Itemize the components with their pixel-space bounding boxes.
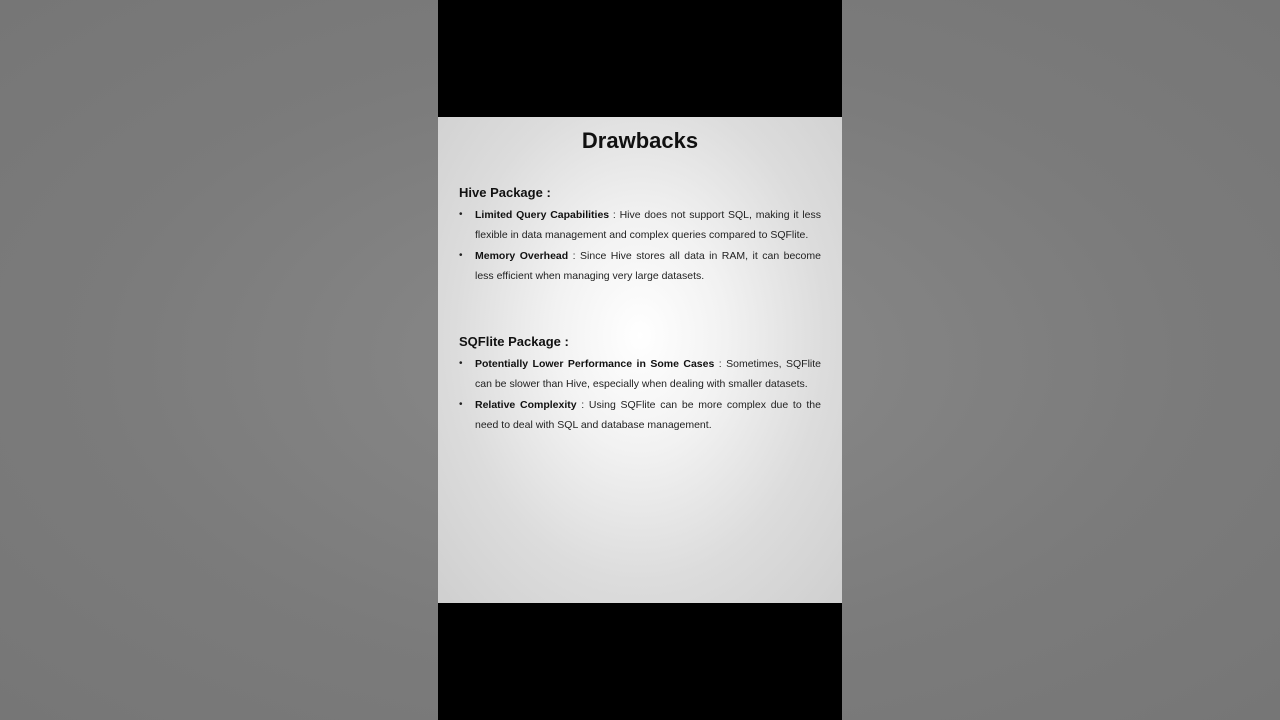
bullet-text: : Hive does not support SQL, making it less flexible in data management and complex queries compared to SQFlite. (475, 209, 821, 242)
video-frame (438, 0, 842, 720)
bullet-list (459, 205, 821, 286)
bullet-icon: • (459, 398, 463, 410)
bullet-term: Memory Overhead (475, 249, 569, 262)
section-heading-hive: Hive Package : (459, 185, 551, 200)
list-item (459, 354, 821, 395)
list-item (459, 246, 821, 287)
list-item (459, 205, 821, 246)
bullet-icon: • (459, 249, 463, 261)
bullet-text: : Using SQFlite can be more complex due to the need to deal with SQL and database management. (475, 398, 821, 431)
list-item (459, 395, 821, 436)
bullet-text: : Since Hive stores all data in RAM, it can become less efficient when managing very large datasets. (475, 249, 821, 282)
sqflite-package-section (459, 334, 821, 435)
bullet-term: Potentially Lower Performance in Some Cases (475, 358, 715, 370)
hive-package-section (459, 185, 821, 286)
bullet-icon: • (459, 358, 463, 369)
bullet-term: Limited Query Capabilities (475, 209, 610, 221)
bullet-text: : Sometimes, SQFlite can be slower than Hive, especially when dealing with smaller datasets. (475, 358, 822, 391)
bullet-icon: • (459, 209, 463, 220)
section-heading-sqflite: SQFlite Package : (459, 334, 569, 349)
bullet-list (459, 354, 821, 435)
slide-title: Drawbacks (581, 128, 699, 153)
slide (438, 117, 842, 603)
bullet-term: Relative Complexity (475, 398, 577, 411)
